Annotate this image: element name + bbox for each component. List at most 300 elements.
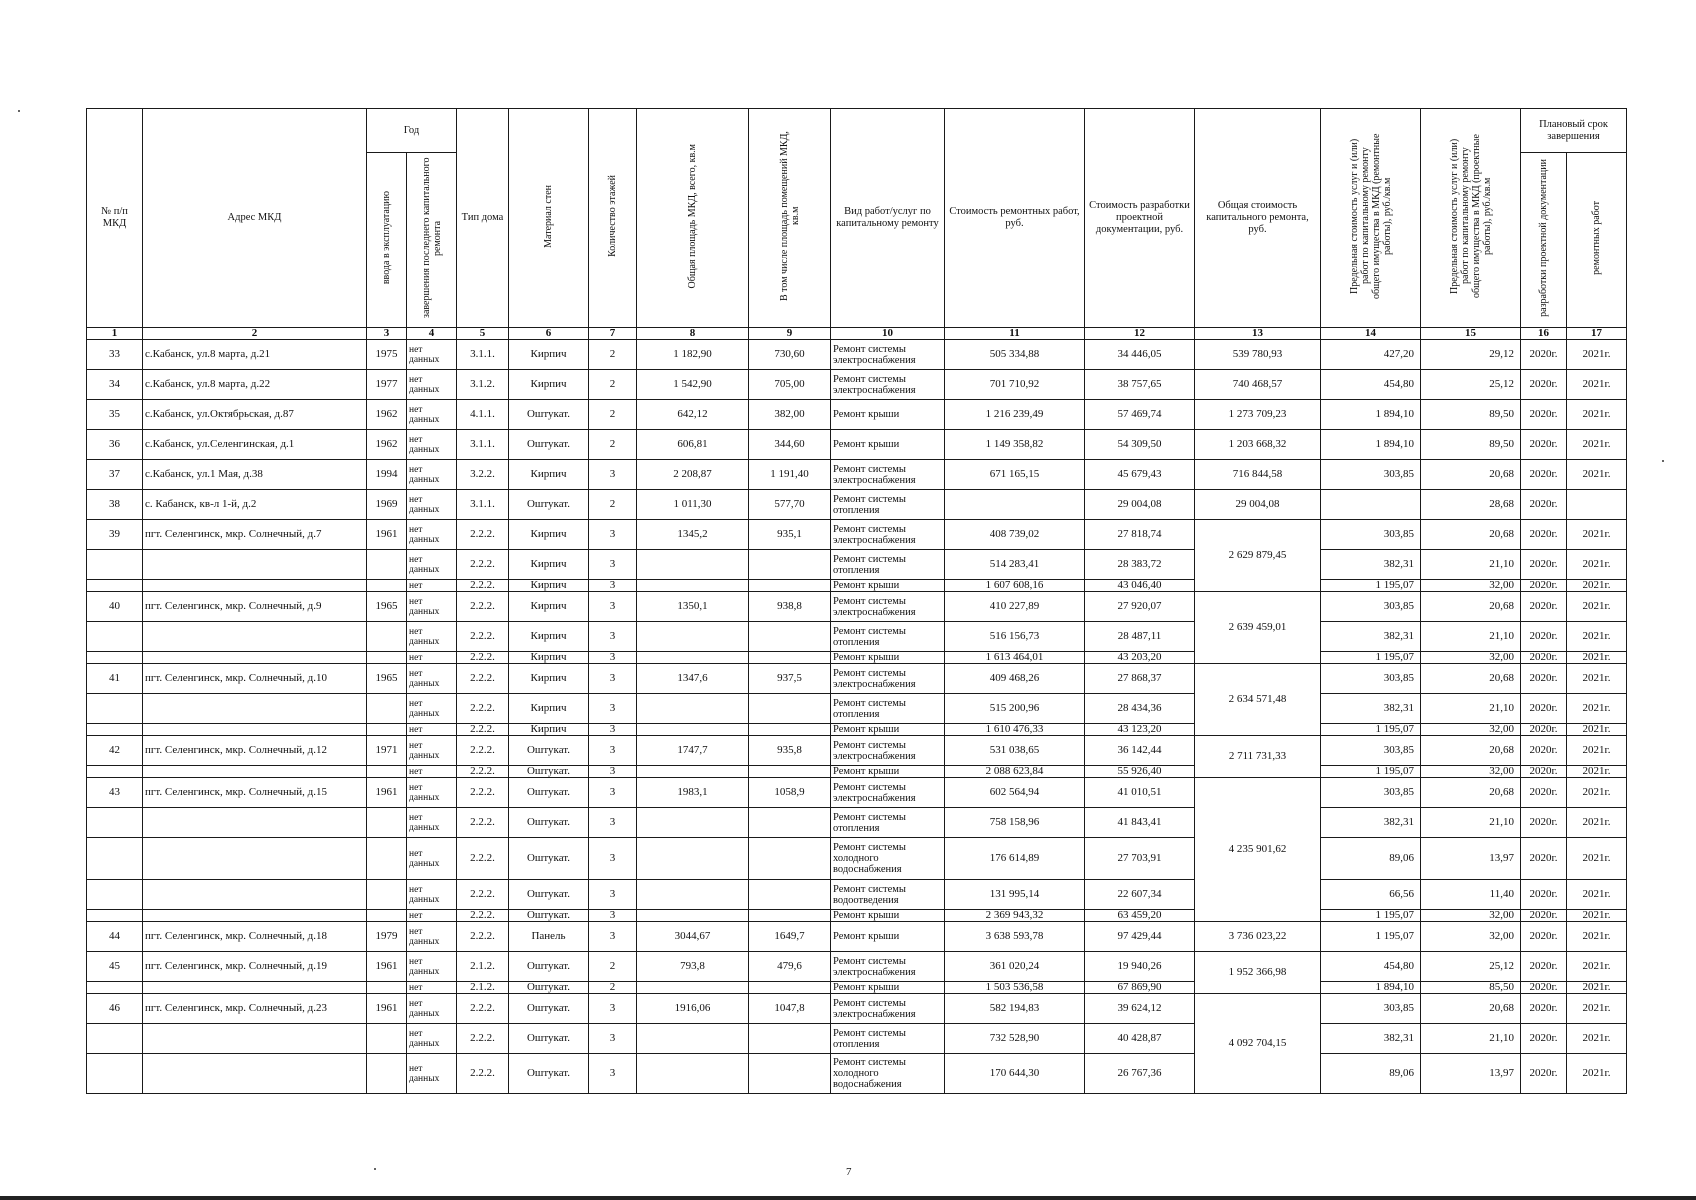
cell-year-last-repair: нет данных xyxy=(407,922,457,952)
cell-design-cost: 67 869,90 xyxy=(1085,982,1195,994)
cell-year-commission: 1969 xyxy=(367,490,407,520)
cell-floors: 2 xyxy=(589,952,637,982)
cell-max-cost-repair: 1 195,07 xyxy=(1321,652,1421,664)
table-row xyxy=(87,838,1627,880)
cell-year-commission: 1961 xyxy=(367,994,407,1024)
cell-design-cost: 63 459,20 xyxy=(1085,910,1195,922)
cell-premises-area xyxy=(749,652,831,664)
cell-work-type: Ремонт системы электроснабжения xyxy=(831,370,945,400)
cell-house-type: 2.2.2. xyxy=(457,724,509,736)
cell-max-cost-design: 21,10 xyxy=(1421,808,1521,838)
cell-design-cost: 41 843,41 xyxy=(1085,808,1195,838)
cell-deadline-repair: 2021г. xyxy=(1567,1054,1627,1094)
cell-deadline-design: 2020г. xyxy=(1521,664,1567,694)
cell-address xyxy=(143,580,367,592)
cell-premises-area xyxy=(749,1024,831,1054)
cell-work-type: Ремонт системы отопления xyxy=(831,1024,945,1054)
table-row xyxy=(87,910,1627,922)
cell-floors: 3 xyxy=(589,520,637,550)
table-row xyxy=(87,766,1627,778)
table-row xyxy=(87,580,1627,592)
cell-design-cost: 38 757,65 xyxy=(1085,370,1195,400)
header-deadline-repair: ремонтных работ xyxy=(1567,153,1627,328)
cell-work-type: Ремонт системы электроснабжения xyxy=(831,736,945,766)
cell-max-cost-design: 20,68 xyxy=(1421,994,1521,1024)
cell-year-commission xyxy=(367,550,407,580)
column-number: 11 xyxy=(945,328,1085,340)
cell-house-type: 3.1.2. xyxy=(457,370,509,400)
cell-floors: 3 xyxy=(589,724,637,736)
table-row xyxy=(87,724,1627,736)
cell-wall-material: Кирпич xyxy=(509,664,589,694)
cell-deadline-design: 2020г. xyxy=(1521,400,1567,430)
cell-max-cost-repair: 1 195,07 xyxy=(1321,580,1421,592)
table-row xyxy=(87,808,1627,838)
cell-address: пгт. Селенгинск, мкр. Солнечный, д.12 xyxy=(143,736,367,766)
cell-total-area: 1916,06 xyxy=(637,994,749,1024)
cell-house-type: 2.2.2. xyxy=(457,838,509,880)
cell-total-area: 642,12 xyxy=(637,400,749,430)
cell-floors: 3 xyxy=(589,652,637,664)
cell-max-cost-design: 21,10 xyxy=(1421,1024,1521,1054)
cell-premises-area xyxy=(749,982,831,994)
cell-total-area xyxy=(637,766,749,778)
table-row xyxy=(87,520,1627,550)
cell-total-area xyxy=(637,694,749,724)
cell-work-type: Ремонт крыши xyxy=(831,652,945,664)
cell-repair-cost: 2 369 943,32 xyxy=(945,910,1085,922)
column-number: 16 xyxy=(1521,328,1567,340)
cell-deadline-design: 2020г. xyxy=(1521,766,1567,778)
cell-total-cost: 3 736 023,22 xyxy=(1195,922,1321,952)
cell-design-cost: 27 920,07 xyxy=(1085,592,1195,622)
cell-year-last-repair: нет данных xyxy=(407,952,457,982)
cell-year-commission xyxy=(367,694,407,724)
column-numbers-row xyxy=(87,328,1627,340)
cell-total-area xyxy=(637,550,749,580)
cell-year-last-repair: нет данных xyxy=(407,1054,457,1094)
column-number: 8 xyxy=(637,328,749,340)
cell-floors: 3 xyxy=(589,664,637,694)
cell-floors: 3 xyxy=(589,766,637,778)
cell-year-commission: 1961 xyxy=(367,778,407,808)
cell-year-last-repair: нет данных xyxy=(407,400,457,430)
cell-total-area xyxy=(637,622,749,652)
cell-deadline-repair: 2021г. xyxy=(1567,622,1627,652)
cell-total-area: 1350,1 xyxy=(637,592,749,622)
cell-premises-area: 730,60 xyxy=(749,340,831,370)
cell-work-type: Ремонт системы электроснабжения xyxy=(831,520,945,550)
cell-number: 43 xyxy=(87,778,143,808)
column-number: 7 xyxy=(589,328,637,340)
cell-premises-area: 1649,7 xyxy=(749,922,831,952)
cell-total-cost: 2 711 731,33 xyxy=(1195,736,1321,778)
cell-deadline-repair: 2021г. xyxy=(1567,550,1627,580)
cell-max-cost-design: 32,00 xyxy=(1421,724,1521,736)
cell-year-last-repair: нет данных xyxy=(407,778,457,808)
cell-design-cost: 40 428,87 xyxy=(1085,1024,1195,1054)
cell-year-commission xyxy=(367,652,407,664)
cell-design-cost: 41 010,51 xyxy=(1085,778,1195,808)
cell-floors: 3 xyxy=(589,922,637,952)
cell-floors: 3 xyxy=(589,778,637,808)
cell-floors: 2 xyxy=(589,430,637,460)
cell-deadline-design: 2020г. xyxy=(1521,460,1567,490)
scan-speck xyxy=(18,110,20,112)
cell-max-cost-repair: 303,85 xyxy=(1321,994,1421,1024)
cell-deadline-repair: 2021г. xyxy=(1567,994,1627,1024)
cell-wall-material: Оштукат. xyxy=(509,1024,589,1054)
cell-deadline-design: 2020г. xyxy=(1521,808,1567,838)
cell-max-cost-repair: 303,85 xyxy=(1321,778,1421,808)
cell-total-cost: 2 639 459,01 xyxy=(1195,592,1321,664)
header-num: № п/п МКД xyxy=(87,109,143,328)
cell-number: 46 xyxy=(87,994,143,1024)
cell-year-commission xyxy=(367,910,407,922)
cell-max-cost-repair: 303,85 xyxy=(1321,736,1421,766)
cell-work-type: Ремонт крыши xyxy=(831,910,945,922)
cell-deadline-design: 2020г. xyxy=(1521,922,1567,952)
cell-max-cost-repair: 427,20 xyxy=(1321,340,1421,370)
cell-house-type: 3.1.1. xyxy=(457,430,509,460)
cell-total-area: 1 182,90 xyxy=(637,340,749,370)
cell-address xyxy=(143,550,367,580)
column-number: 3 xyxy=(367,328,407,340)
cell-total-area xyxy=(637,652,749,664)
cell-repair-cost: 176 614,89 xyxy=(945,838,1085,880)
cell-year-last-repair: нет данных xyxy=(407,592,457,622)
cell-deadline-design: 2020г. xyxy=(1521,736,1567,766)
cell-deadline-design: 2020г. xyxy=(1521,724,1567,736)
cell-wall-material: Оштукат. xyxy=(509,766,589,778)
cell-number: 37 xyxy=(87,460,143,490)
cell-repair-cost: 516 156,73 xyxy=(945,622,1085,652)
cell-floors: 2 xyxy=(589,370,637,400)
header-repair-cost: Стоимость ремонтных работ, руб. xyxy=(945,109,1085,328)
cell-wall-material: Оштукат. xyxy=(509,982,589,994)
cell-work-type: Ремонт крыши xyxy=(831,430,945,460)
cell-wall-material: Кирпич xyxy=(509,694,589,724)
cell-repair-cost: 1 216 239,49 xyxy=(945,400,1085,430)
cell-wall-material: Оштукат. xyxy=(509,490,589,520)
cell-max-cost-design: 20,68 xyxy=(1421,736,1521,766)
cell-max-cost-repair: 382,31 xyxy=(1321,550,1421,580)
cell-year-last-repair: нет xyxy=(407,724,457,736)
cell-repair-cost: 505 334,88 xyxy=(945,340,1085,370)
cell-number xyxy=(87,580,143,592)
cell-floors: 2 xyxy=(589,490,637,520)
cell-work-type: Ремонт системы отопления xyxy=(831,490,945,520)
cell-max-cost-repair: 1 195,07 xyxy=(1321,910,1421,922)
cell-work-type: Ремонт системы холодного водоснабжения xyxy=(831,1054,945,1094)
cell-wall-material: Оштукат. xyxy=(509,808,589,838)
scan-edge xyxy=(0,1196,1696,1200)
cell-total-area xyxy=(637,982,749,994)
cell-number xyxy=(87,808,143,838)
cell-max-cost-repair: 1 195,07 xyxy=(1321,766,1421,778)
cell-design-cost: 27 703,91 xyxy=(1085,838,1195,880)
cell-deadline-design: 2020г. xyxy=(1521,1024,1567,1054)
cell-house-type: 2.2.2. xyxy=(457,694,509,724)
cell-max-cost-repair: 303,85 xyxy=(1321,664,1421,694)
cell-wall-material: Кирпич xyxy=(509,652,589,664)
cell-deadline-repair: 2021г. xyxy=(1567,736,1627,766)
cell-wall-material: Оштукат. xyxy=(509,736,589,766)
cell-max-cost-design: 29,12 xyxy=(1421,340,1521,370)
cell-year-last-repair: нет данных xyxy=(407,460,457,490)
cell-premises-area: 938,8 xyxy=(749,592,831,622)
cell-premises-area xyxy=(749,766,831,778)
cell-premises-area xyxy=(749,1054,831,1094)
header-design-cost: Стоимость разработки проектной документации, руб. xyxy=(1085,109,1195,328)
cell-deadline-design: 2020г. xyxy=(1521,652,1567,664)
cell-repair-cost: 1 503 536,58 xyxy=(945,982,1085,994)
cell-deadline-repair: 2021г. xyxy=(1567,952,1627,982)
cell-design-cost: 28 434,36 xyxy=(1085,694,1195,724)
cell-premises-area: 1058,9 xyxy=(749,778,831,808)
cell-max-cost-design: 32,00 xyxy=(1421,580,1521,592)
cell-work-type: Ремонт системы отопления xyxy=(831,550,945,580)
cell-address xyxy=(143,1024,367,1054)
cell-work-type: Ремонт системы электроснабжения xyxy=(831,592,945,622)
cell-repair-cost: 2 088 623,84 xyxy=(945,766,1085,778)
cell-deadline-repair: 2021г. xyxy=(1567,922,1627,952)
cell-address xyxy=(143,880,367,910)
header-total-area: Общая площадь МКД, всего, кв.м xyxy=(637,109,749,328)
cell-deadline-repair: 2021г. xyxy=(1567,370,1627,400)
cell-repair-cost: 758 158,96 xyxy=(945,808,1085,838)
capital-repair-table xyxy=(86,108,1627,1094)
cell-address xyxy=(143,808,367,838)
cell-house-type: 2.2.2. xyxy=(457,778,509,808)
cell-max-cost-repair: 1 195,07 xyxy=(1321,922,1421,952)
cell-house-type: 2.1.2. xyxy=(457,982,509,994)
cell-year-last-repair: нет данных xyxy=(407,664,457,694)
column-number: 10 xyxy=(831,328,945,340)
cell-year-commission: 1961 xyxy=(367,952,407,982)
cell-year-last-repair: нет данных xyxy=(407,340,457,370)
cell-total-cost: 4 235 901,62 xyxy=(1195,778,1321,922)
cell-premises-area: 937,5 xyxy=(749,664,831,694)
cell-work-type: Ремонт крыши xyxy=(831,580,945,592)
cell-work-type: Ремонт крыши xyxy=(831,724,945,736)
cell-number: 36 xyxy=(87,430,143,460)
cell-deadline-repair: 2021г. xyxy=(1567,430,1627,460)
cell-deadline-design: 2020г. xyxy=(1521,550,1567,580)
table-row xyxy=(87,1054,1627,1094)
cell-address: пгт. Селенгинск, мкр. Солнечный, д.7 xyxy=(143,520,367,550)
cell-house-type: 3.1.1. xyxy=(457,490,509,520)
cell-max-cost-repair: 454,80 xyxy=(1321,370,1421,400)
cell-address xyxy=(143,982,367,994)
cell-year-commission: 1994 xyxy=(367,460,407,490)
table-row xyxy=(87,736,1627,766)
cell-wall-material: Кирпич xyxy=(509,550,589,580)
cell-floors: 3 xyxy=(589,808,637,838)
header-floors: Количество этажей xyxy=(589,109,637,328)
cell-design-cost: 34 446,05 xyxy=(1085,340,1195,370)
cell-wall-material: Оштукат. xyxy=(509,994,589,1024)
cell-number: 40 xyxy=(87,592,143,622)
cell-work-type: Ремонт системы водоотведения xyxy=(831,880,945,910)
header-year-group: Год xyxy=(367,109,457,153)
cell-repair-cost: 409 468,26 xyxy=(945,664,1085,694)
cell-deadline-repair: 2021г. xyxy=(1567,778,1627,808)
table-row xyxy=(87,952,1627,982)
table-row xyxy=(87,880,1627,910)
cell-deadline-design: 2020г. xyxy=(1521,430,1567,460)
cell-house-type: 3.1.1. xyxy=(457,340,509,370)
cell-deadline-repair: 2021г. xyxy=(1567,910,1627,922)
cell-design-cost: 45 679,43 xyxy=(1085,460,1195,490)
cell-max-cost-design: 20,68 xyxy=(1421,592,1521,622)
cell-year-last-repair: нет xyxy=(407,910,457,922)
cell-wall-material: Оштукат. xyxy=(509,880,589,910)
cell-floors: 3 xyxy=(589,1024,637,1054)
cell-floors: 3 xyxy=(589,622,637,652)
cell-deadline-repair: 2021г. xyxy=(1567,340,1627,370)
cell-premises-area: 479,6 xyxy=(749,952,831,982)
column-number: 17 xyxy=(1567,328,1627,340)
cell-total-cost: 2 634 571,48 xyxy=(1195,664,1321,736)
cell-deadline-design: 2020г. xyxy=(1521,580,1567,592)
cell-address: пгт. Селенгинск, мкр. Солнечный, д.9 xyxy=(143,592,367,622)
cell-year-last-repair: нет данных xyxy=(407,838,457,880)
cell-year-commission xyxy=(367,622,407,652)
cell-year-commission: 1961 xyxy=(367,520,407,550)
cell-max-cost-design: 11,40 xyxy=(1421,880,1521,910)
cell-deadline-repair: 2021г. xyxy=(1567,580,1627,592)
column-number: 2 xyxy=(143,328,367,340)
cell-address: с.Кабанск, ул.Селенгинская, д.1 xyxy=(143,430,367,460)
table-row xyxy=(87,430,1627,460)
cell-total-area: 1 542,90 xyxy=(637,370,749,400)
cell-premises-area: 1047,8 xyxy=(749,994,831,1024)
cell-year-last-repair: нет данных xyxy=(407,1024,457,1054)
table-row xyxy=(87,694,1627,724)
cell-repair-cost: 701 710,92 xyxy=(945,370,1085,400)
cell-address xyxy=(143,1054,367,1094)
cell-design-cost: 43 046,40 xyxy=(1085,580,1195,592)
cell-deadline-repair: 2021г. xyxy=(1567,592,1627,622)
cell-number: 41 xyxy=(87,664,143,694)
cell-year-commission: 1965 xyxy=(367,592,407,622)
cell-year-commission: 1977 xyxy=(367,370,407,400)
cell-total-area: 1747,7 xyxy=(637,736,749,766)
cell-address: пгт. Селенгинск, мкр. Солнечный, д.15 xyxy=(143,778,367,808)
cell-address: пгт. Селенгинск, мкр. Солнечный, д.23 xyxy=(143,994,367,1024)
cell-deadline-repair: 2021г. xyxy=(1567,724,1627,736)
cell-design-cost: 43 203,20 xyxy=(1085,652,1195,664)
cell-house-type: 2.2.2. xyxy=(457,736,509,766)
cell-number: 45 xyxy=(87,952,143,982)
cell-address xyxy=(143,724,367,736)
cell-number xyxy=(87,766,143,778)
cell-year-last-repair: нет xyxy=(407,982,457,994)
cell-deadline-repair: 2021г. xyxy=(1567,652,1627,664)
cell-deadline-repair: 2021г. xyxy=(1567,400,1627,430)
cell-max-cost-design: 89,50 xyxy=(1421,400,1521,430)
cell-premises-area xyxy=(749,622,831,652)
cell-max-cost-repair: 303,85 xyxy=(1321,460,1421,490)
cell-max-cost-design: 21,10 xyxy=(1421,550,1521,580)
cell-house-type: 2.2.2. xyxy=(457,550,509,580)
cell-total-area xyxy=(637,880,749,910)
cell-max-cost-design: 20,68 xyxy=(1421,460,1521,490)
cell-deadline-design: 2020г. xyxy=(1521,490,1567,520)
cell-year-last-repair: нет данных xyxy=(407,994,457,1024)
cell-premises-area: 1 191,40 xyxy=(749,460,831,490)
cell-total-area xyxy=(637,808,749,838)
cell-max-cost-design: 21,10 xyxy=(1421,622,1521,652)
column-number: 6 xyxy=(509,328,589,340)
cell-address: с.Кабанск, ул.1 Мая, д.38 xyxy=(143,460,367,490)
cell-year-commission: 1965 xyxy=(367,664,407,694)
cell-wall-material: Кирпич xyxy=(509,460,589,490)
cell-repair-cost: 170 644,30 xyxy=(945,1054,1085,1094)
cell-number: 44 xyxy=(87,922,143,952)
cell-deadline-design: 2020г. xyxy=(1521,778,1567,808)
cell-max-cost-design: 25,12 xyxy=(1421,952,1521,982)
cell-address xyxy=(143,838,367,880)
header-premises-area: В том числе площадь помещений МКД, кв.м xyxy=(749,109,831,328)
cell-premises-area xyxy=(749,838,831,880)
cell-deadline-design: 2020г. xyxy=(1521,622,1567,652)
cell-deadline-design: 2020г. xyxy=(1521,370,1567,400)
cell-design-cost: 39 624,12 xyxy=(1085,994,1195,1024)
cell-premises-area xyxy=(749,694,831,724)
header-year-last-repair: завершения последнего капитального ремонта xyxy=(407,153,457,328)
header-deadline-design: разработки проектной документации xyxy=(1521,153,1567,328)
cell-repair-cost: 732 528,90 xyxy=(945,1024,1085,1054)
cell-floors: 2 xyxy=(589,982,637,994)
cell-max-cost-design: 28,68 xyxy=(1421,490,1521,520)
cell-year-last-repair: нет данных xyxy=(407,736,457,766)
cell-premises-area: 382,00 xyxy=(749,400,831,430)
scan-speck xyxy=(374,1168,376,1170)
cell-max-cost-repair: 303,85 xyxy=(1321,592,1421,622)
cell-max-cost-repair: 1 894,10 xyxy=(1321,982,1421,994)
cell-design-cost: 29 004,08 xyxy=(1085,490,1195,520)
cell-number xyxy=(87,550,143,580)
cell-number xyxy=(87,838,143,880)
cell-year-last-repair: нет xyxy=(407,580,457,592)
table-row xyxy=(87,622,1627,652)
table-row xyxy=(87,922,1627,952)
cell-max-cost-repair: 303,85 xyxy=(1321,520,1421,550)
cell-max-cost-repair: 382,31 xyxy=(1321,808,1421,838)
cell-max-cost-design: 13,97 xyxy=(1421,838,1521,880)
table-row xyxy=(87,370,1627,400)
cell-design-cost: 36 142,44 xyxy=(1085,736,1195,766)
cell-deadline-design: 2020г. xyxy=(1521,838,1567,880)
cell-total-area xyxy=(637,580,749,592)
cell-repair-cost: 1 613 464,01 xyxy=(945,652,1085,664)
cell-work-type: Ремонт системы электроснабжения xyxy=(831,952,945,982)
cell-deadline-design: 2020г. xyxy=(1521,694,1567,724)
cell-year-last-repair: нет данных xyxy=(407,622,457,652)
cell-floors: 2 xyxy=(589,400,637,430)
cell-work-type: Ремонт системы отопления xyxy=(831,808,945,838)
cell-year-commission xyxy=(367,1054,407,1094)
cell-repair-cost: 515 200,96 xyxy=(945,694,1085,724)
cell-deadline-design: 2020г. xyxy=(1521,994,1567,1024)
cell-design-cost: 43 123,20 xyxy=(1085,724,1195,736)
cell-deadline-repair xyxy=(1567,490,1627,520)
header-max-cost-repair: Предельная стоимость услуг и (или) работ по капитальному ремонту общего имущества в МКД (ремонтные работы), руб./кв.м xyxy=(1321,109,1421,328)
cell-wall-material: Кирпич xyxy=(509,340,589,370)
cell-max-cost-repair: 382,31 xyxy=(1321,1024,1421,1054)
